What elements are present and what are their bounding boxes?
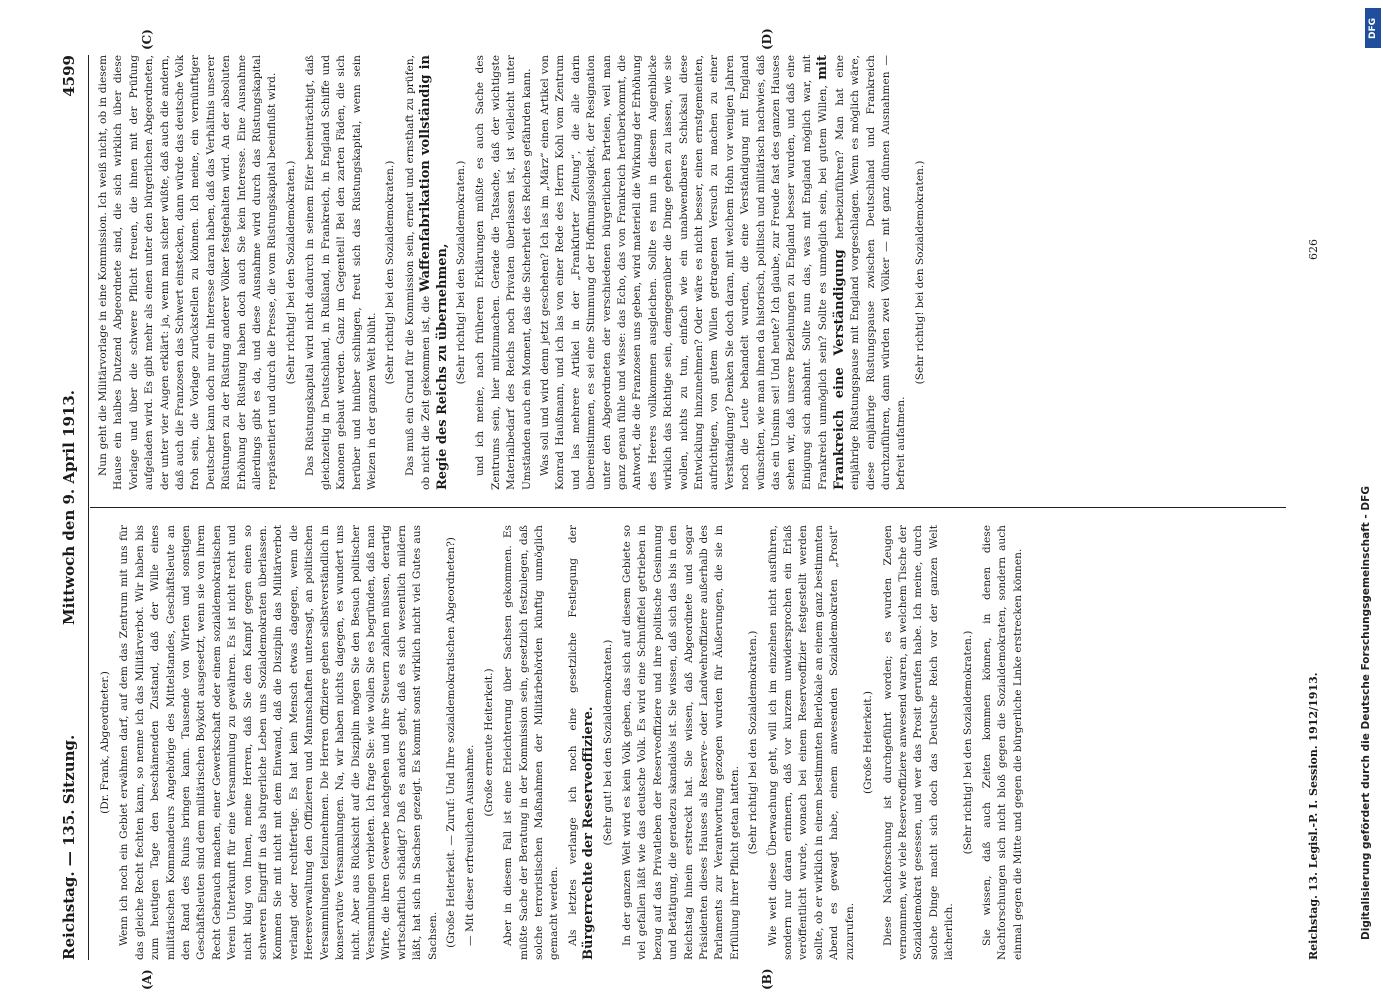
paragraph-text: herbeizuführen? Man hat eine einjährige Rüstungspause mit England vorgeschlagen. Wenn es möglich wäre, diese einjährige Rüstungspause zwischen Deutschland und Frankreich durchzuführen, dann würden zwei Völker — mit ganz dünnen Ausnahmen — befreit aufatmen. (833, 55, 908, 490)
paragraph: Nun geht die Militärvorlage in eine Kommission. Ich weiß nicht, ob in diesem Hause ein halbes Dutzend Abgeordnete sind, die sich wirklich über diese Vorlage und über die schwere Pflicht freuen, die ihnen mit der Prüfung aufgeladen wird. Es gibt mehr als einen unter den bürgerlichen Abgeordneten, der unter vier Augen erklärt: ja, wenn man sicher wüßte, daß auch die andern, daß auch die Franzosen das Schwert einstecken, dann würde das deutsche Volk froh sein, die Vorlage zurückstellen zu können. Ich meine, ein vernünftiger Deutscher kann doch nur ein Interesse daran haben, daß das Verhältnis unserer Rüstungen zu der Rüstung anderer Völker festgehalten wird. An der absoluten Erhöhung der Rüstung haben doch auch Sie kein Interesse. Eine Ausnahme allerdings gibt es da, und diese Ausnahme wird durch das Rüstungskapital repräsentiert und durch die Presse, die vom Rüstungskapital beeinflußt wird. (97, 55, 279, 490)
digitization-credit (1360, 60, 1380, 940)
paragraph-text: Als letztes verlange ich noch eine gesetzliche Festlegung der (566, 525, 579, 946)
column-divider (90, 507, 1286, 508)
page-header (60, 55, 86, 960)
interjection: (Große Heiterkeit.) (862, 690, 875, 795)
section-heading: Bürgerrechte der Reserveoffiziere. (581, 706, 597, 960)
interjection: (Große Heiterkeit. — Zuruf: Und Ihre sozialdemokratischen Abgeordneten?) (444, 537, 457, 948)
paragraph: Sie wissen, daß auch Zeiten kommen können, in denen diese Nachforschungen sich nicht bloß gegen die Sozialdemokraten, sondern auch einmal gegen die Mitte und gegen die bürgerliche Linke erstrecken können. (980, 525, 1024, 960)
header-date: Mittwoch den 9. April 1913. (60, 390, 78, 625)
dfg-logo: DFG (1365, 8, 1381, 48)
speaker-line: (Dr. Frank, Abgeordneter.) (99, 671, 111, 814)
paragraph: — Mit dieser erfreulichen Ausnahme. (464, 744, 477, 946)
interjection: (Sehr richtig! bei den Sozialdemokraten.) (747, 630, 760, 855)
header-page-number: 4599 (60, 55, 78, 97)
paragraph: Aber in diesem Fall ist eine Erleichterung über Sachsen gekommen. Es müßte Sache der Beratung in der Kommission sein, gesetzlich festzulegen, daß solche terroristischen Maßnahmen der Militärbehörden künftig unmöglich gemacht werden. (502, 525, 561, 960)
left-column (96, 525, 1276, 960)
paragraph: Diese Nachforschung ist durchgeführt worden; es wurden Zeugen vernommen, wie viele Reserveoffiziere anwesend waren, an welchem Tische der Sozialdemokrat gesessen, und wer das Prosit gerufen habe. Ich meine, durch solche Dinge macht sich doch das Deutsche Reich vor der ganzen Welt lächerlich. (881, 525, 956, 960)
margin-marker-a: (A) (140, 969, 154, 990)
paragraph: Das Rüstungskapital wird nicht dadurch in seinem Eifer beeinträchtigt, daß gleichzeitig in Deutschland, in Rußland, in Frankreich, in England Schiffe und Kanonen gebaut werden. Ganz im Gegenteil! Bei den zarten Fäden, die sich herüber und hinüber schlingen, freut sich das Rüstungskapital, wenn sein Weizen in der ganzen Welt blüht. (304, 55, 378, 490)
paragraph-text: Was soll und wird denn jetzt geschehen? Ich las im „März“ einen Artikel von Konrad Haußmann, und ich las von einer Rede des Herrn Kohl vom Zentrum und las mehrere Artikel in der „Frankfurter Zeitung“, die alle darin übereinstimmen, es sei eine Stimmung der Hoffnungslosigkeit, der Resignation unter den Abgeordneten der verschiedenen bürgerlichen Parteien, weil man ganz genau fühle und wisse: das Echo, das von Frankreich herüberkommt, die Antwort, die die Franzosen uns geben, wird materiell die Wirkung der Erhöhung des Heeres vollkommen ausgleichen. Sollte es nun in diesem Augenblicke wirklich das Richtige sein, demgegenüber die Dinge gehen zu lassen, wie sie wollen, nichts zu tun, einfach wie ein unabwendbares Schicksal diese Entwicklung hinzunehmen? Oder wäre es nicht besser, einen ernstgemeinten, aufrichtigen, von gutem Willen getragenen Versuch zu machen zu einer Verständigung? Denken Sie doch daran, mit welchem Hohn vor wenigen Jahren noch die Leute behandelt wurden, die eine Verständigung mit England wünschten, wie man ihnen da historisch, politisch und militärisch nachwies, daß das ein Unsinn sei! Und heute? Ich glaube, zur Freude fast des ganzen Hauses sehen wir, daß unsere Beziehungen zu England besser wurden, und daß eine Einigung sich anbahnt. Sollte nun das, was mit England möglich war, mit Frankreich unmöglich sein? Sollte es unmöglich sein, bei gutem Willen, (538, 55, 830, 490)
margin-marker-b: (B) (760, 968, 774, 990)
margin-marker-c: (C) (140, 29, 154, 50)
paragraph (566, 525, 598, 960)
right-column (96, 55, 1276, 490)
paragraph: Wie weit diese Überwachung geht, will ich im einzelnen nicht ausführen, sondern nur daran erinnern, daß vor kurzem unwidersprochen ein Erlaß veröffentlicht wurde, wonach bei einem Reserveoffizier festgestellt werden sollte, ob er wirklich in einem bestimmten Bierlokale an einem ganz bestimmten Abend es gewagt habe, einem anwesenden Sozialdemokraten „Prosit“ zuzurufen. (766, 525, 856, 960)
interjection: (Große erneute Heiterkeit.) (482, 668, 495, 817)
newspaper-sheet (60, 28, 1320, 990)
footer-session-info: Reichstag. 13. Legisl.-P. I. Session. 1912/1913. (1307, 672, 1320, 960)
interjection: (Sehr richtig! bei den Sozialdemokraten.) (913, 160, 926, 385)
credit-text: Digitalisierung gefördert durch die Deutsche Forschungsgemeinschaft - DFG (1360, 486, 1372, 940)
paragraph: und ich meine, nach früheren Erklärungen müßte es auch Sache des Zentrums sein, hier mitzumachen. Gerade die Tatsache, daß der wichtigste Materialbedarf des Reichs noch Privaten überlassen ist, ist vielleicht unter Umständen auch ein Moment, das die Sicherheit des Reiches gefährden kann. (474, 55, 533, 490)
interjection: (Sehr richtig! bei den Sozialdemokraten.) (961, 630, 974, 855)
paragraph (538, 55, 910, 490)
header-session: Reichstag. — 135. Sitzung. (60, 734, 78, 960)
paragraph: Wenn ich noch ein Gebiet erwähnen darf, auf dem das Zentrum mit uns für das gleiche Recht fechten kann, so nenne ich das Militärverbot. Wir haben bis zum heutigen Tage den beschämenden Zustand, daß der Wille eines militärischen Kommandeurs Angehörige des Mittelstandes, Geschäftsleute an den Rand des Ruins bringen kann. Tausende von Wirten und sonstigen Geschäftsleuten sind dem militärischen Boykott ausgesetzt, wenn sie von ihrem Recht Gebrauch machen, einer Gewerkschaft oder einem sozialdemokratischen Verein Unterkunft für eine Versammlung zu gewähren. Es ist nicht recht und nicht klug von Ihnen, meine Herren, daß Sie den Kampf gegen einen so schweren Eingriff in das bürgerliche Leben uns Sozialdemokraten überlassen. Kommen Sie mit nicht mit dem Einwand, daß die Disziplin das Militärverbot verlangt oder rechtfertige. Es hat kein Mensch etwas dagegen, wenn die Heeresverwaltung den Offizieren und Mannschaften untersagt, an politischen Versammlungen teilzunehmen. Die Herren Offiziere gehen selbstverständlich in konservative Versammlungen. Na, wir haben nichts dagegen, es wundert uns nicht. Aber aus Rücksicht auf die Disziplin mögen Sie den Besuch politischer Versammlungen verbieten. Ich frage Sie: wie wollen Sie es begründen, daß man Wirte, die ihren Gewerbe nachgehen und ihre Steuern zahlen müssen, derartig wirtschaftlich schädigt? Daß es anders geht, daß es sich wesentlich mildern läßt, hat sich in Sachsen gezeigt. Es kommt sonst wirklich nicht viel Gutes aus Sachsen. (118, 525, 439, 960)
paragraph (403, 55, 451, 490)
interjection: (Sehr richtig! bei den Sozialdemokraten.) (454, 160, 467, 385)
section-heading: Waffenfabrikation vollständig in Regie des Reichs zu übernehmen, (418, 55, 450, 490)
interjection: (Sehr gut! bei den Sozialdemokraten.) (601, 639, 614, 846)
margin-marker-d: (D) (760, 28, 774, 50)
interjection: (Sehr richtig! bei den Sozialdemokraten.) (284, 160, 297, 385)
footer-sheet-number: 626 (1307, 239, 1320, 260)
paragraph-text: Das muß ein Grund für die Kommission sein, erneut und ernsthaft zu prüfen, ob nicht die Zeit gekommen ist, die (403, 55, 433, 490)
paragraph: In der ganzen Welt wird es kein Volk geben, das sich auf diesem Gebiete so viel gefallen läßt wie das deutsche Volk. Es wird eine Schnüffelei getrieben in bezug auf das Privatleben der Reserveoffiziere und ihre politische Gesinnung und Betätigung, die geradezu skandalös ist. Sie wissen, daß sich das bis in den Reichstag hinein erstreckt hat. Sie wissen, daß Abgeordnete und sogar Präsidenten dieses Hauses als Reserve- oder Landwehroffiziere außerhalb des Parlaments zur Verantwortung gezogen wurden für Äußerungen, die sie in Erfüllung ihrer Pflicht getan hatten. (621, 525, 741, 960)
header-rule (88, 55, 89, 960)
interjection: (Sehr richtig! bei den Sozialdemokraten.) (384, 160, 397, 385)
emphasis-text: mit Frankreich eine Verständigung (815, 55, 847, 490)
